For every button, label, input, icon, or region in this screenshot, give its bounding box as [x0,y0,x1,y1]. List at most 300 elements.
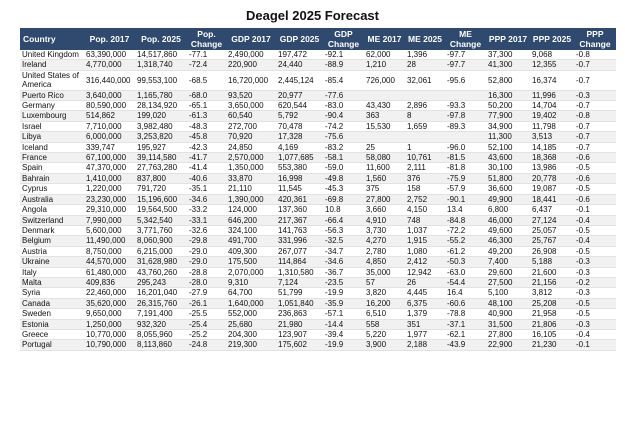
value-cell: 16,374 [530,70,574,90]
value-cell: 2,445,124 [276,70,323,90]
value-cell: 22,900 [486,340,530,350]
value-cell: 12,942 [405,267,445,277]
value-cell: -68.5 [187,70,226,90]
country-cell: Germany [20,101,84,111]
value-cell: 2,752 [405,194,445,204]
value-cell: 553,380 [276,163,323,173]
value-cell: -0.5 [574,246,616,256]
value-cell: -29.8 [187,236,226,246]
value-cell: 1,318,740 [135,60,187,70]
column-header: PPP 2025 [530,28,574,50]
value-cell: 375 [364,184,405,194]
table-row [20,277,616,287]
value-cell: -54.4 [445,277,486,287]
value-cell: -0.6 [574,173,616,183]
value-cell: 19,564,500 [135,205,187,215]
value-cell: -61.3 [187,111,226,121]
value-cell: -33.2 [187,205,226,215]
value-cell: 61,480,000 [84,267,135,277]
value-cell: -96.0 [445,142,486,152]
value-cell: 9,650,000 [84,309,135,319]
value-cell: -19.9 [323,340,364,350]
value-cell: 18,441 [530,194,574,204]
table-body [20,50,616,350]
value-cell: -25.4 [187,319,226,329]
value-cell: -49.8 [323,173,364,183]
value-cell: 50,200 [486,101,530,111]
value-cell: 70,920 [226,132,276,142]
country-cell: France [20,153,84,163]
value-cell: 1,640,000 [226,298,276,308]
value-cell: -33.1 [187,215,226,225]
value-cell: 18,368 [530,153,574,163]
value-cell: 52,100 [486,142,530,152]
value-cell: 39,114,580 [135,153,187,163]
value-cell: 11,996 [530,90,574,100]
value-cell: 77,900 [486,111,530,121]
value-cell: 51,800 [486,173,530,183]
value-cell: -28.0 [187,277,226,287]
value-cell: 620,544 [276,101,323,111]
value-cell: 60,540 [226,111,276,121]
value-cell: 8,060,900 [135,236,187,246]
country-cell: Canada [20,298,84,308]
value-cell: 6,215,000 [135,246,187,256]
value-cell: 21,806 [530,319,574,329]
value-cell: 6,437 [530,205,574,215]
value-cell: 12,355 [530,60,574,70]
value-cell: 2,070,000 [226,267,276,277]
value-cell: -72.4 [187,60,226,70]
value-cell: 3,730 [364,225,405,235]
column-header: ME 2025 [405,28,445,50]
value-cell: 331,996 [276,236,323,246]
value-cell: 791,720 [135,184,187,194]
value-cell: -0.7 [574,101,616,111]
value-cell: -90.1 [445,194,486,204]
column-header: Pop. 2025 [135,28,187,50]
value-cell: -59.0 [323,163,364,173]
value-cell: 363 [364,111,405,121]
value-cell: 27,800 [364,194,405,204]
value-cell: -0.3 [574,90,616,100]
value-cell: 2,780 [364,246,405,256]
value-cell: 26,908 [530,246,574,256]
value-cell: -0.5 [574,184,616,194]
value-cell: -57.1 [323,309,364,319]
value-cell: -45.3 [323,184,364,194]
value-cell: -48.3 [187,121,226,131]
value-cell: 137,360 [276,205,323,215]
value-cell: 31,628,980 [135,257,187,267]
value-cell: -27.9 [187,288,226,298]
value-cell: -0.5 [574,309,616,319]
value-cell: -23.5 [323,277,364,287]
value-cell: -14.4 [323,319,364,329]
value-cell: 26,315,760 [135,298,187,308]
value-cell: 2,188 [405,340,445,350]
value-cell: 19,087 [530,184,574,194]
value-cell: -84.8 [445,215,486,225]
value-cell: -37.1 [445,319,486,329]
value-cell: 47,370,000 [84,163,135,173]
value-cell: 5,792 [276,111,323,121]
value-cell: 267,077 [276,246,323,256]
value-cell: 1,210 [364,60,405,70]
value-cell: -0.4 [574,236,616,246]
value-cell: 99,553,100 [135,70,187,90]
value-cell: -34.7 [323,246,364,256]
value-cell: 351 [405,319,445,329]
country-cell: Puerto Rico [20,90,84,100]
value-cell: 5,600,000 [84,225,135,235]
value-cell: 4,445 [405,288,445,298]
value-cell: 67,100,000 [84,153,135,163]
value-cell: 837,800 [135,173,187,183]
value-cell: 16,200 [364,298,405,308]
value-cell: -32.6 [187,225,226,235]
value-cell: 28,134,920 [135,101,187,111]
value-cell: -0.7 [574,142,616,152]
value-cell: 3,820 [364,288,405,298]
table-row [20,288,616,298]
value-cell: 25 [364,142,405,152]
table-row [20,70,616,90]
table-row [20,236,616,246]
value-cell: 10,790,000 [84,340,135,350]
value-cell: 409,300 [226,246,276,256]
value-cell: 27,500 [486,277,530,287]
value-cell: 21,600 [530,267,574,277]
value-cell: -35.1 [187,184,226,194]
value-cell: 5,220 [364,329,405,339]
value-cell: 1,220,000 [84,184,135,194]
value-cell: -83.0 [323,101,364,111]
value-cell: 6,800 [486,205,530,215]
value-cell: 316,440,000 [84,70,135,90]
value-cell: -0.7 [574,60,616,70]
value-cell: 295,243 [135,277,187,287]
value-cell: 22,460,000 [84,288,135,298]
value-cell: 748 [405,215,445,225]
value-cell: 25,767 [530,236,574,246]
value-cell: 41,300 [486,60,530,70]
value-cell: 43,760,260 [135,267,187,277]
value-cell: 25,208 [530,298,574,308]
value-cell: 195,927 [135,142,187,152]
value-cell: 114,864 [276,257,323,267]
value-cell: -97.7 [445,50,486,60]
value-cell: -26.1 [187,298,226,308]
value-cell: 558 [364,319,405,329]
value-cell: 35,000 [364,267,405,277]
value-cell: -81.8 [445,163,486,173]
value-cell: 44,570,000 [84,257,135,267]
value-cell: 4,910 [364,215,405,225]
value-cell: -28.8 [187,267,226,277]
value-cell: 49,200 [486,246,530,256]
value-cell: 3,812 [530,288,574,298]
value-cell: 2,490,000 [226,50,276,60]
value-cell: 35,620,000 [84,298,135,308]
value-cell: -36.7 [323,267,364,277]
country-cell: Spain [20,163,84,173]
country-cell: Austria [20,246,84,256]
value-cell: 8 [405,111,445,121]
value-cell: -45.8 [187,132,226,142]
value-cell: 20,977 [276,90,323,100]
column-header: GDP Change [323,28,364,50]
country-cell: Syria [20,288,84,298]
value-cell: -81.5 [445,153,486,163]
value-cell: 21,156 [530,277,574,287]
value-cell: -90.4 [323,111,364,121]
value-cell: 3,660 [364,205,405,215]
value-cell: -0.5 [574,163,616,173]
value-cell: 25,680 [226,319,276,329]
value-cell: 7,710,000 [84,121,135,131]
column-header: GDP 2025 [276,28,323,50]
value-cell: 2,570,000 [226,153,276,163]
country-cell: Iceland [20,142,84,152]
value-cell: 5,188 [530,257,574,267]
value-cell: -66.4 [323,215,364,225]
value-cell: 30,100 [486,163,530,173]
country-cell: Belgium [20,236,84,246]
value-cell: 4,169 [276,142,323,152]
value-cell: 80,590,000 [84,101,135,111]
value-cell: 2,896 [405,101,445,111]
value-cell: 124,000 [226,205,276,215]
country-cell: Ireland [20,60,84,70]
value-cell: 34,900 [486,121,530,131]
value-cell: 1,915 [405,236,445,246]
value-cell: -0.7 [574,132,616,142]
value-cell: 175,602 [276,340,323,350]
value-cell: 420,361 [276,194,323,204]
table-row [20,142,616,152]
value-cell: 27,763,280 [135,163,187,173]
value-cell: 17,328 [276,132,323,142]
value-cell: -0.3 [574,288,616,298]
country-cell: Angola [20,205,84,215]
value-cell: 49,600 [486,225,530,235]
value-cell: 1,037 [405,225,445,235]
value-cell: 514,862 [84,111,135,121]
value-cell: -89.3 [445,121,486,131]
value-cell: -0.2 [574,277,616,287]
value-cell: 3,513 [530,132,574,142]
value-cell: -41.7 [187,153,226,163]
value-cell: -29.0 [187,246,226,256]
value-cell: 8,113,860 [135,340,187,350]
column-header: Pop. Change [187,28,226,50]
value-cell: 27,124 [530,215,574,225]
country-cell: Portugal [20,340,84,350]
value-cell: 236,863 [276,309,323,319]
value-cell: 11,798 [530,121,574,131]
value-cell: -43.9 [445,340,486,350]
value-cell: 8,750,000 [84,246,135,256]
value-cell [405,90,445,100]
country-cell: Israel [20,121,84,131]
value-cell: -75.9 [445,173,486,183]
value-cell: -85.4 [323,70,364,90]
table-row [20,132,616,142]
table-row [20,246,616,256]
value-cell: 7,990,000 [84,215,135,225]
value-cell: -55.2 [445,236,486,246]
value-cell: -42.3 [187,142,226,152]
country-cell: Italy [20,267,84,277]
value-cell: 217,367 [276,215,323,225]
value-cell: -57.9 [445,184,486,194]
value-cell: 20,778 [530,173,574,183]
value-cell: -95.6 [445,70,486,90]
value-cell: 1,390,000 [226,194,276,204]
value-cell: -35.9 [323,298,364,308]
value-cell: 1 [405,142,445,152]
value-cell: 1,080 [405,246,445,256]
value-cell: 36,600 [486,184,530,194]
value-cell: -19.9 [323,288,364,298]
table-row [20,329,616,339]
value-cell: 10,761 [405,153,445,163]
value-cell: 932,320 [135,319,187,329]
value-cell: 1,977 [405,329,445,339]
value-cell: 7,124 [276,277,323,287]
country-cell: Bahrain [20,173,84,183]
value-cell: 2,111 [405,163,445,173]
country-cell: Luxembourg [20,111,84,121]
table-row [20,309,616,319]
value-cell: 63,390,000 [84,50,135,60]
country-cell: Greece [20,329,84,339]
value-cell: -78.8 [445,309,486,319]
value-cell: 70,478 [276,121,323,131]
value-cell: 64,700 [226,288,276,298]
value-cell: -97.7 [445,60,486,70]
value-cell: -25.2 [187,329,226,339]
value-cell: 141,763 [276,225,323,235]
table-row [20,298,616,308]
value-cell: -68.0 [187,90,226,100]
value-cell: 4,850 [364,257,405,267]
table-header-row [20,28,616,50]
value-cell: 3,771,760 [135,225,187,235]
table-row [20,340,616,350]
value-cell: 25,057 [530,225,574,235]
value-cell: -74.2 [323,121,364,131]
value-cell: 1,396 [405,50,445,60]
value-cell: 175,500 [226,257,276,267]
value-cell: 5,342,540 [135,215,187,225]
value-cell: 11,300 [486,132,530,142]
value-cell: 11,490,000 [84,236,135,246]
value-cell: -77.1 [187,50,226,60]
country-cell: Estonia [20,319,84,329]
value-cell: 9,068 [530,50,574,60]
value-cell: -34.6 [323,257,364,267]
value-cell: 31,500 [486,319,530,329]
value-cell: -24.8 [187,340,226,350]
value-cell: 27,800 [486,329,530,339]
value-cell [405,132,445,142]
value-cell: 219,300 [226,340,276,350]
value-cell: 29,310,000 [84,205,135,215]
value-cell: 16,720,000 [226,70,276,90]
value-cell: -0.3 [574,319,616,329]
value-cell: -77.6 [323,90,364,100]
column-header: ME Change [445,28,486,50]
value-cell: 8,055,960 [135,329,187,339]
value-cell [445,90,486,100]
value-cell: 4,770,000 [84,60,135,70]
value-cell: 24,440 [276,60,323,70]
value-cell: 14,185 [530,142,574,152]
value-cell: 48,100 [486,298,530,308]
value-cell: 16,300 [486,90,530,100]
value-cell: 21,958 [530,309,574,319]
value-cell: 4,150 [405,205,445,215]
value-cell: 324,100 [226,225,276,235]
value-cell: 21,110 [226,184,276,194]
value-cell: 1,659 [405,121,445,131]
value-cell: 158 [405,184,445,194]
value-cell: -0.1 [574,340,616,350]
value-cell: 220,900 [226,60,276,70]
value-cell: -0.5 [574,298,616,308]
value-cell: 204,300 [226,329,276,339]
value-cell: 9,310 [226,277,276,287]
value-cell: -62.1 [445,329,486,339]
value-cell [364,90,405,100]
column-header: PPP 2017 [486,28,530,50]
value-cell: 21,980 [276,319,323,329]
table-row [20,205,616,215]
column-header: ME 2017 [364,28,405,50]
value-cell: 10,770,000 [84,329,135,339]
value-cell: 1,051,840 [276,298,323,308]
country-cell: Malta [20,277,84,287]
value-cell: 46,300 [486,236,530,246]
value-cell: 376 [405,173,445,183]
value-cell: -72.2 [445,225,486,235]
value-cell: 33,870 [226,173,276,183]
value-cell: 51,799 [276,288,323,298]
table-row [20,121,616,131]
value-cell: 40,900 [486,309,530,319]
value-cell: -0.6 [574,153,616,163]
table-row [20,90,616,100]
value-cell: 16.4 [445,288,486,298]
column-header: PPP Change [574,28,616,50]
value-cell: 409,836 [84,277,135,287]
value-cell: 199,020 [135,111,187,121]
value-cell: 4,270 [364,236,405,246]
value-cell: 646,200 [226,215,276,225]
value-cell: 13,986 [530,163,574,173]
column-header: GDP 2017 [226,28,276,50]
value-cell: 16,105 [530,329,574,339]
value-cell: -0.1 [574,205,616,215]
value-cell: -0.4 [574,215,616,225]
value-cell: 46,000 [486,215,530,225]
value-cell: 3,640,000 [84,90,135,100]
table-row [20,153,616,163]
column-header: Country [20,28,84,50]
table-row [20,319,616,329]
